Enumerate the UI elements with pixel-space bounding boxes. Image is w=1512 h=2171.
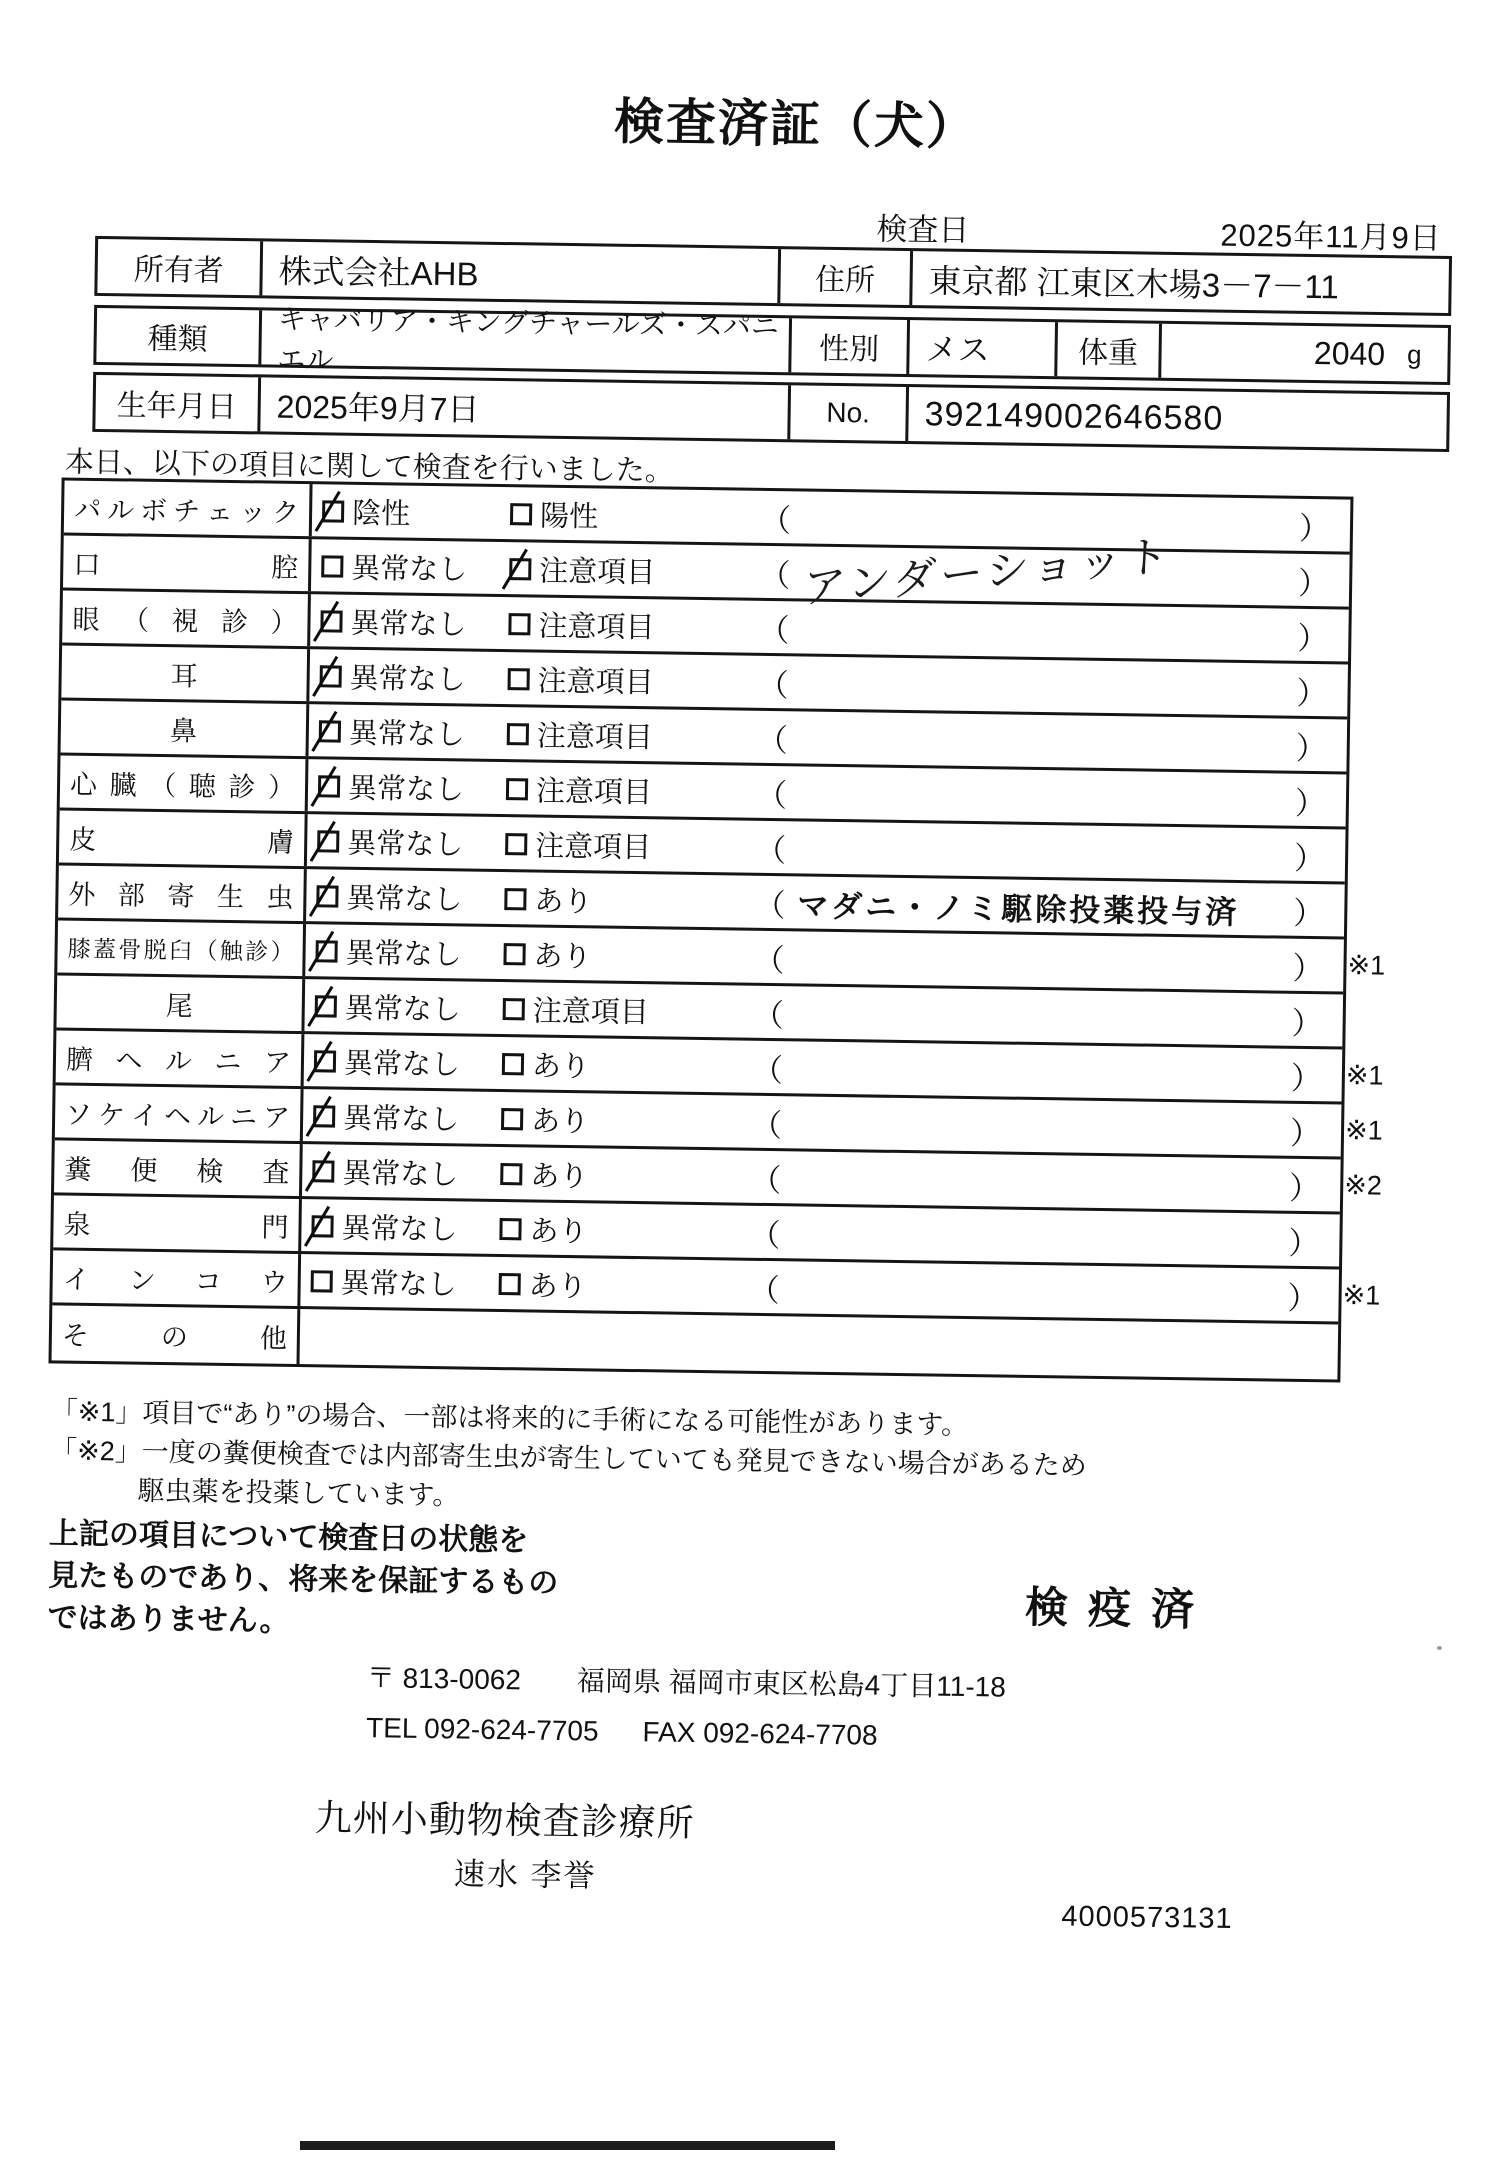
birthdate-row (92, 372, 1450, 452)
option-no-abnormality: 異常なし (315, 930, 504, 974)
disclaimer-paragraph: 上記の項目について検査日の状態を 見たものであり、将来を保証するもの ではありません。 (47, 1517, 559, 1638)
inspection-date-label: 検査日 (876, 211, 970, 248)
footnote-ref (1353, 581, 1415, 582)
address-label: 住所 (780, 249, 913, 305)
option-caution: 注意項目 (505, 823, 714, 867)
option-present: あり (500, 1153, 709, 1197)
option-present: あり (499, 1208, 708, 1252)
veterinarian-name: 速水 李誉 (453, 1856, 597, 1894)
checkbox (502, 1053, 524, 1075)
option-no-abnormality: 異常なし (319, 655, 508, 699)
item-label: 口 腔 (63, 535, 312, 591)
item-label: イ ン コ ウ (52, 1250, 301, 1306)
option-present: あり (504, 878, 713, 922)
item-label: 泉 門 (53, 1195, 302, 1251)
footnote-ref: ※1 (1344, 1115, 1383, 1146)
checkbox (506, 778, 528, 800)
option-no-abnormality: 異常なし (313, 1095, 502, 1139)
microchip-no-value: 392149002646580 (924, 394, 1224, 438)
checkbox (501, 1108, 523, 1130)
option-no-abnormality: 異常なし (318, 765, 507, 809)
clinic-tel: TEL 092-624-7705 (365, 1712, 599, 1747)
footnote-ref: ※2 (1344, 1170, 1383, 1201)
checkbox (499, 1273, 521, 1295)
option-no-abnormality: 異常なし (310, 1260, 499, 1304)
remarks-field: （ ） (758, 612, 1329, 656)
option-present: あり (503, 933, 712, 977)
weight-value: 2040 g (1313, 334, 1422, 372)
clinic-name: 九州小動物検査診療所 (314, 1797, 696, 1844)
option-negative: 陰性 (322, 490, 511, 534)
checkbox (317, 830, 339, 852)
option-no-abnormality: 異常なし (316, 875, 505, 919)
check-mark (304, 1206, 330, 1247)
checkbox (504, 888, 526, 910)
item-label: 膝 蓋 骨 脱 臼 （ 触 診 ） (57, 920, 306, 976)
footnote-ref: ※1 (1345, 1060, 1384, 1091)
birthdate-value: 2025年9月7日 (260, 377, 791, 439)
item-label: 糞 便 検 査 (54, 1140, 303, 1196)
option-present: あり (502, 1043, 711, 1087)
check-mark (306, 1041, 332, 1082)
remarks-field: （ アンダーショット ） (717, 547, 1350, 605)
option-caution: 注意項目 (507, 658, 716, 702)
breed-row (93, 305, 1451, 385)
remarks-field: （ ） (751, 1052, 1323, 1096)
check-mark (313, 601, 339, 642)
item-label: ソ ケ イ ヘ ル ニ ア (55, 1085, 304, 1141)
checkbox (505, 833, 527, 855)
checkbox (312, 1160, 334, 1182)
item-label: 心 臓 （ 聴 診 ） (60, 755, 309, 811)
weight-unit: g (1406, 338, 1422, 370)
footnote-ref: ※1 (1347, 950, 1386, 981)
footnote-2-cont: 駆虫薬を投薬しています。 (137, 1475, 460, 1511)
remarks-field: （ ） (750, 1107, 1322, 1151)
option-present: あり (501, 1098, 710, 1142)
item-label: 尾 (56, 975, 305, 1031)
postal-code: 〒 813-0062 (366, 1662, 522, 1696)
footnote-ref (1351, 746, 1413, 747)
remarks-field: （ マダニ・ノミ駆除投薬投与済 ） (712, 879, 1345, 933)
checkbox (508, 613, 530, 635)
checkbox (319, 720, 341, 742)
footnote-ref (1348, 911, 1410, 912)
owner-value: 株式会社AHB (262, 241, 781, 303)
check-mark (308, 931, 334, 972)
remarks-field: （ ） (749, 1217, 1320, 1261)
inspection-date-value: 2025年11月9日 (1220, 217, 1442, 256)
checkbox (499, 1218, 521, 1240)
footnote-ref (1352, 691, 1414, 692)
option-no-abnormality: 異常なし (320, 600, 509, 644)
checkbox (500, 1163, 522, 1185)
check-mark (315, 491, 341, 532)
owner-label: 所有者 (97, 239, 263, 295)
footnote-ref: ※1 (1342, 1280, 1381, 1311)
checkbox (509, 558, 531, 580)
remarks-field: （ ） (748, 1272, 1319, 1316)
checkbox (315, 940, 337, 962)
quarantine-passed-stamp: 検疫済 (1024, 1583, 1215, 1635)
scan-edge-artifact (300, 2141, 835, 2150)
birthdate-label: 生年月日 (95, 375, 261, 431)
option-no-abnormality: 異常なし (314, 1040, 503, 1084)
remarks-field: （ ） (755, 777, 1327, 821)
option-no-abnormality: 異常なし (312, 1150, 501, 1194)
clinic-fax: FAX 092-624-7708 (642, 1716, 878, 1751)
footnote-ref (1350, 801, 1412, 802)
checkbox (315, 995, 337, 1017)
checkbox (314, 1050, 336, 1072)
item-label: 眼 （ 視 診 ） (62, 590, 311, 646)
remarks-field: （ ） (754, 832, 1326, 876)
checkbox (311, 1270, 333, 1292)
check-mark (309, 876, 335, 917)
option-present: あり (498, 1263, 707, 1307)
item-label: 耳 (61, 645, 310, 701)
checkbox (510, 503, 532, 525)
weight-label: 体重 (1057, 322, 1162, 378)
item-label: パ ル ボ チ ェ ッ ク (64, 480, 313, 536)
option-no-abnormality: 異常なし (311, 1205, 500, 1249)
checkbox (321, 555, 343, 577)
check-mark (307, 986, 333, 1027)
footnote-1: 「※1」項目で“あり”の場合、一部は将来的に手術になる可能性があります。 (50, 1396, 969, 1441)
clinic-postal-line (367, 1656, 1007, 1705)
footnote-ref (1354, 526, 1416, 527)
option-no-abnormality: 異常なし (315, 985, 504, 1029)
checkbox (503, 943, 525, 965)
option-no-abnormality: 異常なし (319, 710, 508, 754)
check-mark (305, 1151, 331, 1192)
check-mark (312, 656, 338, 697)
checkbox (503, 998, 525, 1020)
remarks-field: （ ） (752, 997, 1323, 1041)
handwritten-remark: アンダーショット (801, 531, 1174, 613)
printed-remark: マダニ・ノミ駆除投薬投与済 (797, 887, 1240, 930)
item-label: 皮 膚 (59, 810, 308, 866)
option-caution: 注意項目 (507, 713, 716, 757)
option-positive: 陽性 (510, 493, 719, 537)
clinic-address: 福岡県 福岡市東区松島4丁目11-18 (576, 1665, 1007, 1703)
checkbox (507, 723, 529, 745)
checkbox (313, 1105, 335, 1127)
footnote-ref (1343, 1241, 1405, 1242)
sex-value: メス (909, 320, 1058, 376)
option-caution: 注意項目 (509, 548, 718, 592)
remarks-field: （ ） (757, 667, 1328, 711)
item-label: 鼻 (61, 700, 310, 756)
checkbox (322, 500, 344, 522)
remarks-field: （ ） (759, 502, 1331, 546)
footnote-ref (1352, 636, 1414, 637)
checkbox (320, 610, 342, 632)
checkbox (318, 775, 340, 797)
breed-label: 種類 (96, 308, 262, 364)
check-mark (310, 766, 336, 807)
footnote-ref (1349, 856, 1411, 857)
remarks-field: （ ） (753, 942, 1324, 986)
checkbox (320, 665, 342, 687)
item-label: 臍 ヘ ル ニ ア (56, 1030, 305, 1086)
checkbox (508, 668, 530, 690)
breed-value: キャバリア・キングチャールズ・スパニエル (261, 310, 792, 372)
footnote-ref (1347, 1021, 1409, 1022)
address-value: 東京都 江東区木場3－7－11 (928, 261, 1340, 305)
option-caution: 注意項目 (502, 988, 711, 1032)
option-no-abnormality: 異常なし (317, 820, 506, 864)
check-mark (311, 711, 337, 752)
checklist-table (48, 477, 1386, 1382)
check-mark (306, 1096, 332, 1137)
option-caution: 注意項目 (506, 768, 715, 812)
remarks-field: （ ） (750, 1162, 1321, 1206)
intro-sentence: 本日、以下の項目に関して検査を行いました。 (64, 446, 675, 488)
sex-label: 性別 (791, 318, 910, 374)
serial-number: 4000573131 (1061, 1900, 1233, 1935)
page-title: 検査済証（犬） (613, 93, 979, 156)
checkbox (311, 1215, 333, 1237)
scan-speck-artifact (1437, 1646, 1442, 1650)
check-mark (310, 821, 336, 862)
checkbox (316, 885, 338, 907)
clinic-phone-line (366, 1712, 878, 1752)
item-label: そ の 他 (52, 1305, 301, 1364)
footnote-2: 「※2」一度の糞便検査では内部寄生虫が寄生していても発見できない場合があるため (49, 1435, 1087, 1481)
microchip-no-label: No. (790, 385, 909, 441)
item-label: 外 部 寄 生 虫 (58, 865, 307, 921)
remarks-field: （ ） (756, 722, 1328, 766)
option-caution: 注意項目 (508, 603, 717, 647)
option-no-abnormality: 異常なし (321, 545, 510, 589)
